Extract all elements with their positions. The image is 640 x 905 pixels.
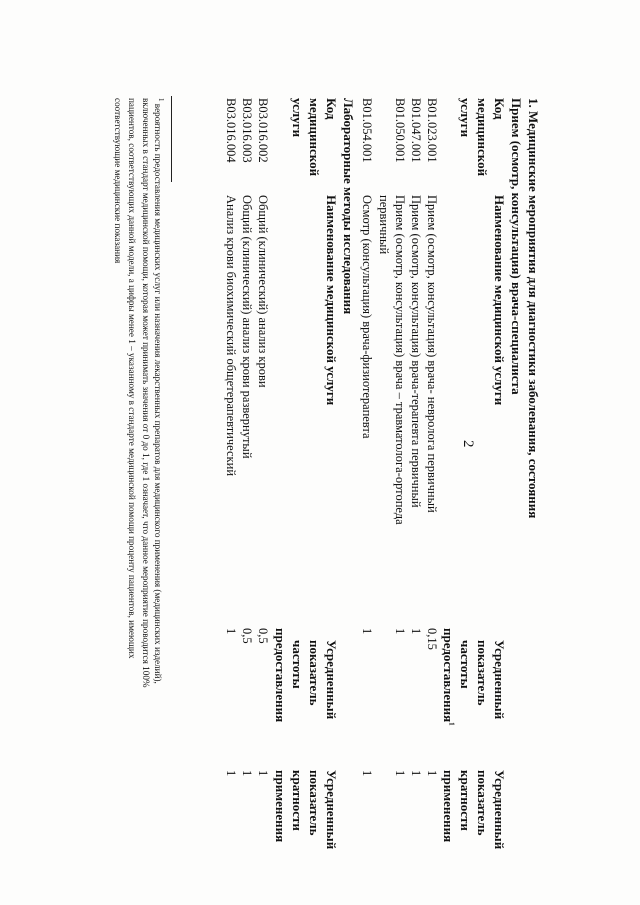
- footnote-line-1: [153, 98, 164, 684]
- table2-header-multiplicity-3: кратности: [290, 770, 305, 831]
- row-code: B01.054.001: [360, 98, 374, 163]
- row-frequency: 1: [224, 628, 238, 635]
- table1-header-code-2: медицинской: [475, 98, 490, 177]
- row-name-continued: первичный: [377, 195, 391, 255]
- table1-header-frequency: Усредненный: [492, 640, 507, 720]
- footnote-line-4: соответствующие медицинские показания: [113, 98, 123, 264]
- subsection-title-lab-methods: Лабораторные методы исследования: [341, 98, 356, 315]
- section-title: 1. Медицинские мероприятия для диагностики заболевания, состояния: [526, 98, 541, 519]
- row-multiplicity: 1: [240, 770, 254, 777]
- row-multiplicity: 1: [224, 770, 238, 777]
- table1-header-frequency-4: [442, 628, 455, 726]
- row-name: Общий (клинический) анализ крови: [256, 195, 270, 388]
- table2-header-multiplicity-2: показатель: [307, 770, 322, 836]
- footnote-marker: 1: [447, 722, 456, 726]
- row-code: B03.016.004: [224, 98, 238, 163]
- subsection-title-consultations: Прием (осмотр, консультация) врача-специалиста: [509, 98, 524, 395]
- row-code: B01.050.001: [393, 98, 407, 163]
- row-multiplicity: 1: [409, 770, 423, 777]
- row-name: Прием (осмотр, консультация) врача-терапевта первичный: [409, 195, 423, 508]
- row-name: Прием (осмотр, консультация) врача- невролога первичный: [425, 195, 439, 513]
- footnote-number: 1: [157, 98, 165, 102]
- footnote-line-1-text: вероятность предоставления медицинских услуг или назначения лекарственных препаратов для медицинского применения (медицинских изделий),: [152, 103, 163, 684]
- table1-header-frequency-3: частоты: [458, 640, 473, 689]
- row-name: Прием (осмотр, консультация) врача – травматолога-ортопеда: [393, 195, 407, 525]
- row-multiplicity: 1: [360, 770, 374, 777]
- table2-header-code-3: услуги: [290, 98, 305, 138]
- row-frequency: 0,5: [240, 628, 254, 644]
- row-frequency: 1: [409, 628, 423, 635]
- row-multiplicity: 1: [256, 770, 270, 777]
- table2-header-name: Наименование медицинской услуги: [324, 195, 339, 406]
- table1-header-multiplicity-3: кратности: [458, 770, 473, 831]
- table2-header-code: Код: [324, 98, 339, 120]
- table2-header-frequency-3: частоты: [290, 640, 305, 689]
- row-name: Осмотр (консультация) врача-физиотерапевта: [360, 195, 374, 439]
- table1-header-multiplicity: Усредненный: [492, 770, 507, 850]
- row-frequency: 0,5: [256, 628, 270, 644]
- footnote-line-2: включенных в стандарт медицинской помощи, которая может принимать значения от 0 до 1, где 1 означает, что данное мероприятие проводится 100%: [141, 98, 151, 688]
- table1-header-name: Наименование медицинской услуги: [492, 195, 507, 406]
- table1-header-multiplicity-2: показатель: [475, 770, 490, 836]
- table2-header-frequency-4: предоставления: [273, 628, 288, 723]
- row-code: B01.047.001: [409, 98, 423, 163]
- table1-header-frequency-2: показатель: [475, 640, 490, 706]
- table1-header-code: Код: [492, 98, 507, 120]
- row-code: B01.023.001: [425, 98, 439, 163]
- footnote-line-3: пациентов, соответствующих данной модели, а цифры менее 1 – указанному в стандарте медицинской помощи проценту пациентов, имеющих: [127, 98, 137, 659]
- page-number: 2: [460, 440, 476, 448]
- row-code: B03.016.002: [256, 98, 270, 163]
- table1-header-code-3: услуги: [458, 98, 473, 138]
- row-frequency: 0,15: [425, 628, 439, 650]
- table2-header-frequency: Усредненный: [324, 640, 339, 720]
- row-multiplicity: 1: [393, 770, 407, 777]
- table2-header-multiplicity-4: применения: [273, 770, 288, 843]
- table2-header-frequency-2: показатель: [307, 640, 322, 706]
- row-code: B03.016.003: [240, 98, 254, 163]
- table2-header-multiplicity: Усредненный: [324, 770, 339, 850]
- footnote-divider: [171, 96, 172, 182]
- table1-header-frequency-4-text: предоставления: [441, 628, 456, 723]
- row-multiplicity: 1: [425, 770, 439, 777]
- table1-header-multiplicity-4: применения: [441, 770, 456, 843]
- row-frequency: 1: [360, 628, 374, 635]
- table2-header-code-2: медицинской: [307, 98, 322, 177]
- row-frequency: 1: [393, 628, 407, 635]
- row-name: Анализ крови биохимический общетерапевтический: [224, 195, 238, 477]
- row-name: Общий (клинический) анализ крови развернутый: [240, 195, 254, 459]
